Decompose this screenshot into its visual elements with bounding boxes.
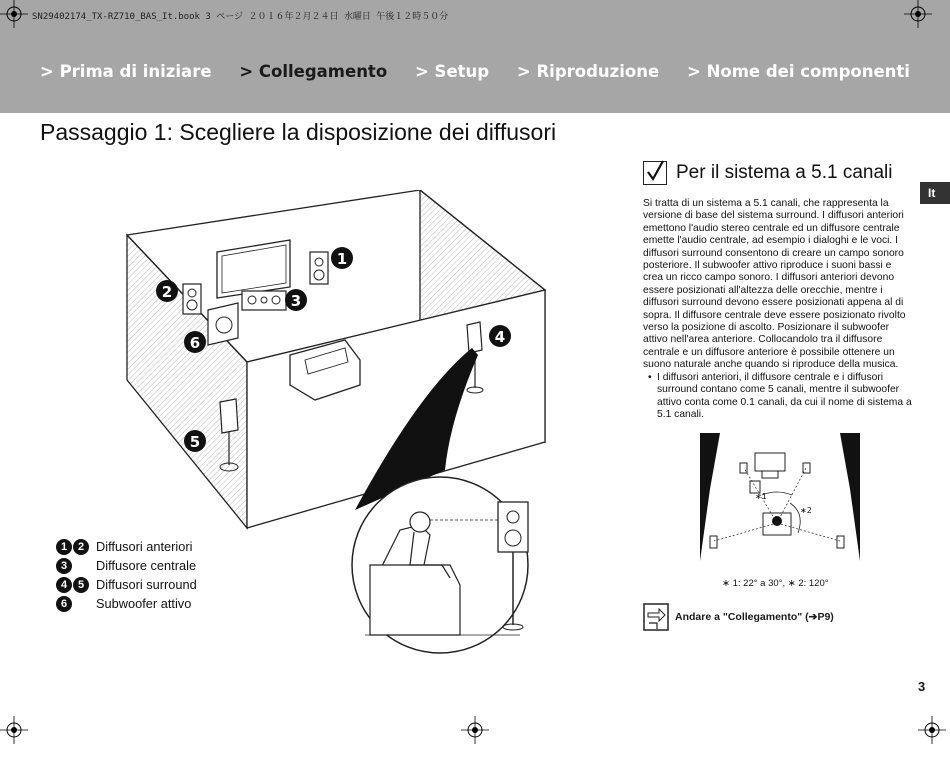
legend-row — [56, 575, 197, 594]
legend-label: Diffusori anteriori — [96, 539, 193, 554]
badge-5 — [184, 430, 206, 452]
nav-item-collegamento[interactable]: > Collegamento — [239, 62, 388, 81]
registration-mark-icon — [0, 716, 28, 744]
nav-item-setup[interactable]: > Setup — [414, 62, 490, 81]
badge-4 — [489, 325, 511, 347]
legend-row — [56, 594, 197, 613]
svg-text:6: 6 — [189, 334, 201, 352]
goto-link[interactable] — [643, 603, 834, 631]
legend-badge: 3 — [56, 558, 72, 574]
nav-item-nome-dei-componenti[interactable]: > Nome dei componenti — [687, 62, 910, 81]
legend-row — [56, 556, 197, 575]
header-bar — [0, 0, 950, 113]
page-title: Passaggio 1: Scegliere la disposizione dei diffusori — [40, 119, 557, 145]
registration-mark-icon — [904, 0, 932, 28]
legend-badge: 4 — [56, 577, 72, 593]
legend-badge: 6 — [56, 596, 72, 612]
badge-2 — [156, 280, 178, 302]
section-title: Per il sistema a 5.1 canali — [676, 162, 893, 183]
legend-label: Diffusori surround — [96, 577, 197, 592]
svg-text:3: 3 — [290, 292, 302, 310]
angle-label-2: ∗2 — [800, 506, 812, 515]
registration-mark-icon — [461, 716, 489, 744]
svg-text:5: 5 — [189, 433, 201, 451]
nav-item-prima-di-iniziare[interactable]: > Prima di iniziare — [40, 62, 212, 81]
crop-mark-text: SN29402174_TX-RZ710_BAS_It.book 3 ページ ２０１６年２月２４日 水曜日 午後１２時５０分 — [32, 12, 449, 22]
registration-mark-icon — [918, 716, 946, 744]
checkmark-icon — [643, 161, 667, 185]
page-link-icon — [643, 603, 669, 631]
goto-page: P9) — [817, 611, 834, 623]
legend-badge: 2 — [73, 539, 89, 555]
legend-label: Subwoofer attivo — [96, 596, 192, 611]
registration-mark-icon — [0, 0, 28, 28]
angle-label-1: ∗1 — [755, 492, 767, 501]
goto-link-label[interactable] — [675, 611, 834, 623]
badge-6 — [184, 331, 206, 353]
svg-text:2: 2 — [161, 283, 173, 301]
language-tab[interactable]: It — [920, 182, 950, 204]
svg-text:1: 1 — [336, 250, 348, 268]
nav-item-riproduzione[interactable]: > Riproduzione — [516, 62, 660, 81]
goto-label: Andare a "Collegamento" ( — [675, 611, 809, 623]
nav-breadcrumb — [40, 62, 910, 81]
arrow-right-icon: ➔ — [808, 611, 818, 623]
section-body: Si tratta di un sistema a 5.1 canali, che rappresenta la versione di base del sistema surround. I diffusori anteriori emettono l'audio stereo centrale ed un diffusore centrale emette l'audio centrale, ad esempio i dialoghi e le voci. I diffusori surround consentono di creare un campo sonoro posteriore. Il subwoofer attivo riproduce i suoni bassi e crea un ricco campo sonoro. I diffusori anteriori devono essere posizionati all'altezza delle orecchie, mentre i diffusori surround devono essere posizionati appena al di sopra. Il diffusore centrale deve essere posizionato rivolto verso la posizione di ascolto. Posizionare il subwoofer attivo nell'area anteriore. Collocandolo tra il diffusore centrale e un diffusore anteriore è possibile ottenere un suono naturale anche quando si riproduce della musica. — [643, 198, 906, 371]
legend-badge: 1 — [56, 539, 72, 555]
badge-3 — [285, 289, 307, 311]
legend-row — [56, 537, 197, 556]
page-number: 3 — [918, 679, 926, 694]
legend-label: Diffusore centrale — [96, 558, 197, 573]
legend-badge: 5 — [73, 577, 89, 593]
section-heading — [643, 161, 893, 185]
speaker-legend — [56, 537, 197, 613]
badge-1 — [331, 247, 353, 269]
section-bullet: • I diffusori anteriori, il diffusore centrale e i diffusori surround contano come 5 canali, mentre il subwoofer attivo conta come 0.1 canali, da cui il nome di sistema a 5.1 canali. — [643, 372, 913, 422]
svg-text:4: 4 — [494, 328, 506, 346]
angle-footnote: ∗ 1: 22° a 30°, ∗ 2: 120° — [722, 578, 829, 589]
speaker-layout-diagram — [700, 433, 860, 573]
